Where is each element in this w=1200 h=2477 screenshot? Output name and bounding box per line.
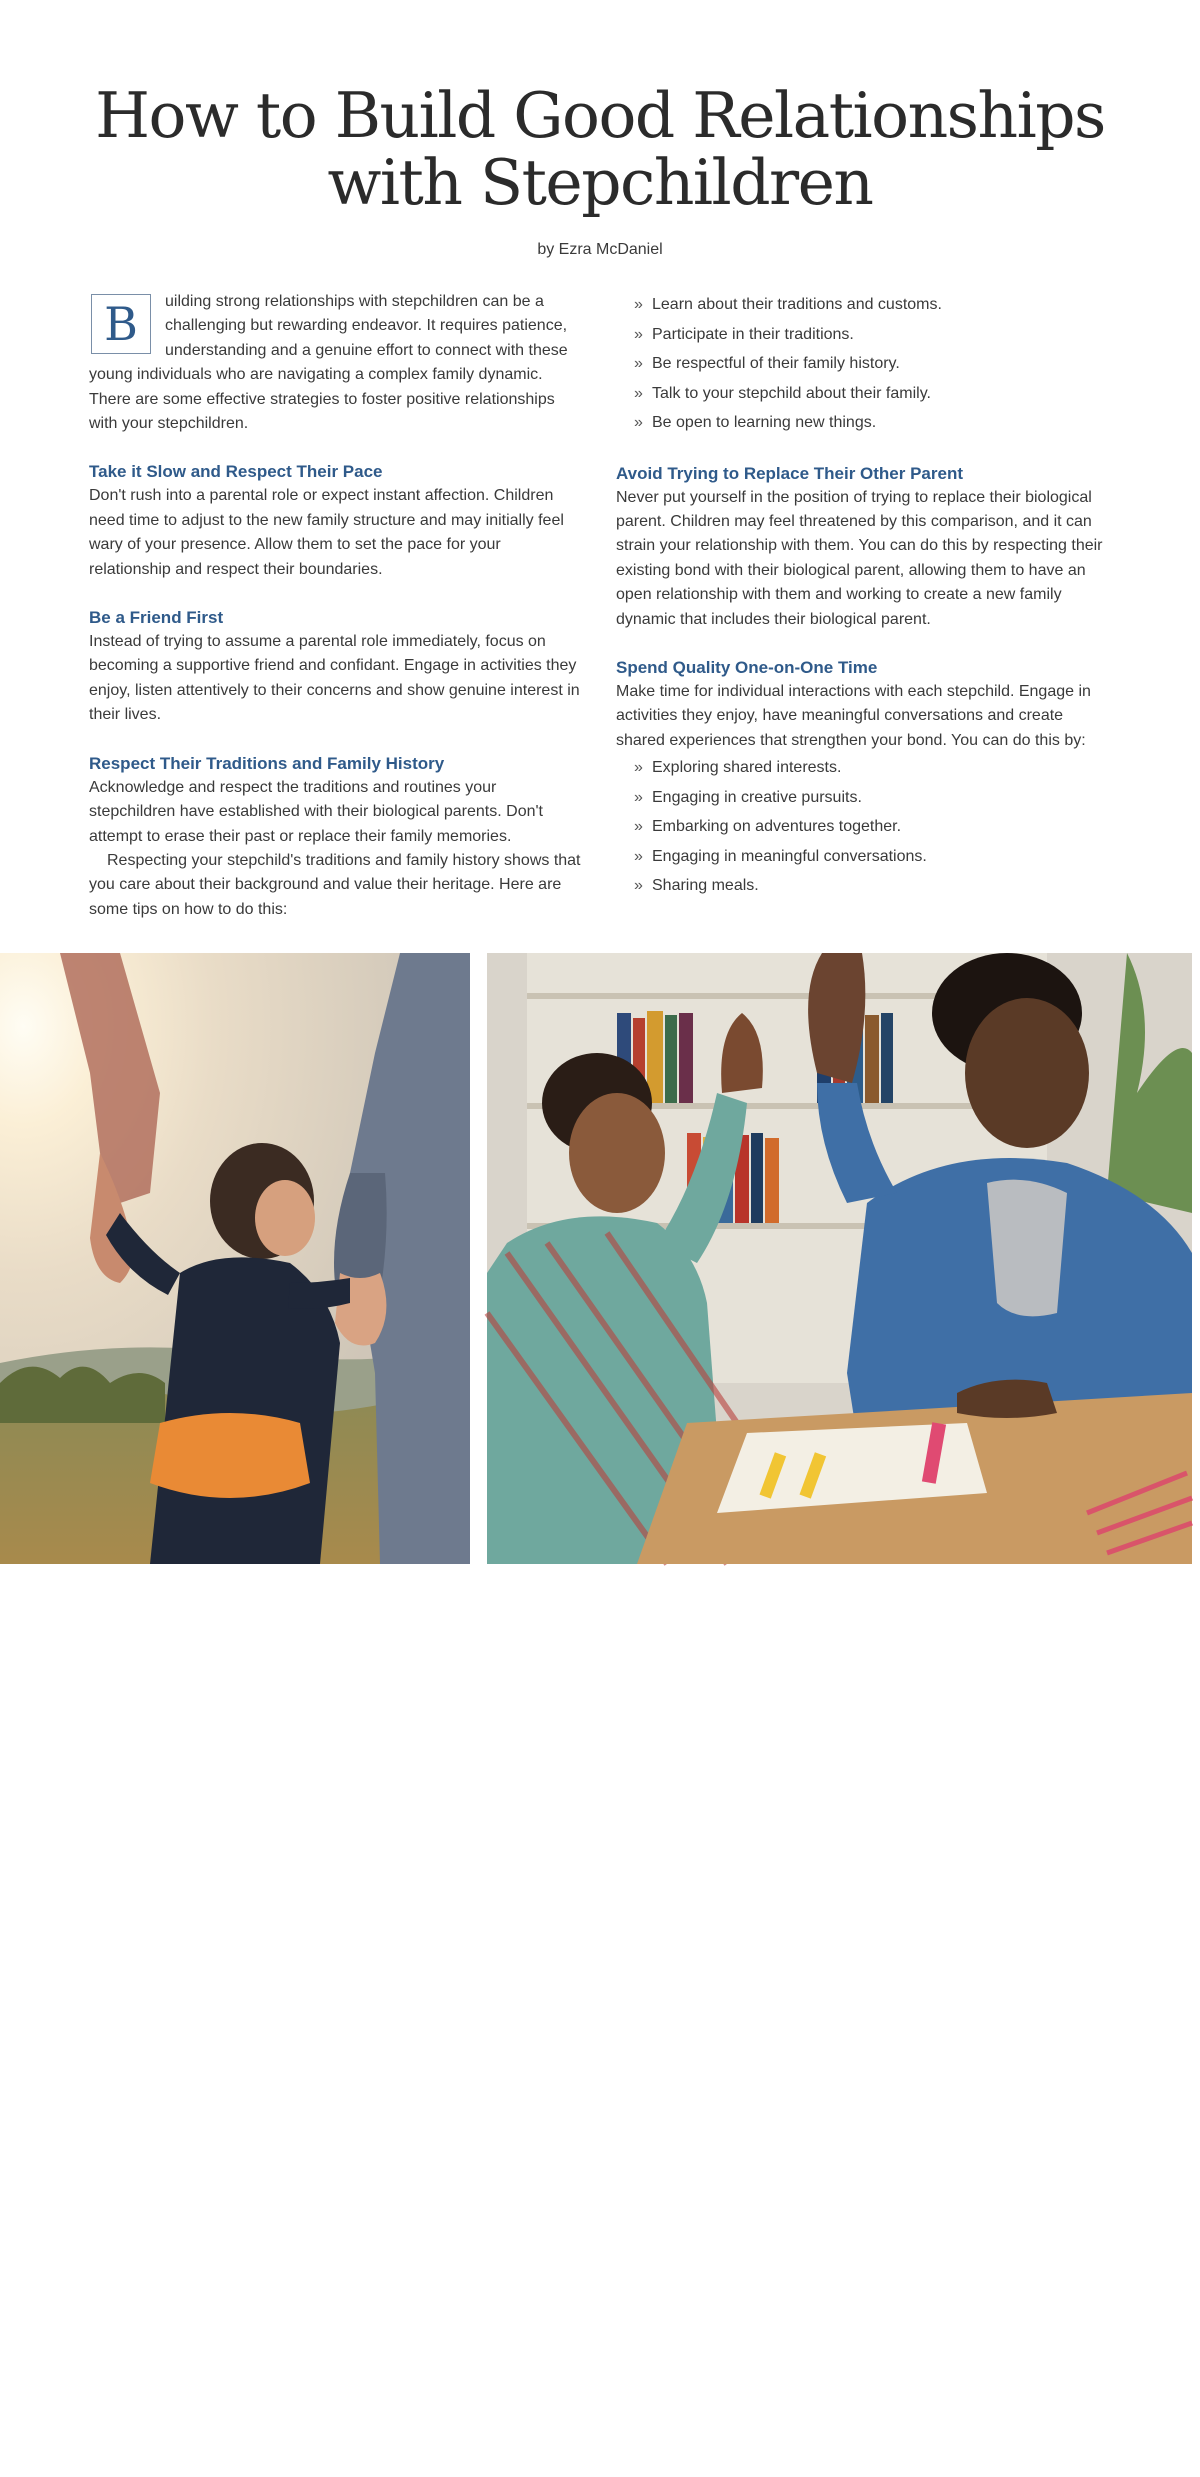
section-heading-slow: Take it Slow and Respect Their Pace	[89, 462, 383, 482]
bullet-chevron-icon: »	[634, 325, 643, 343]
list-item: » Embarking on adventures together.	[634, 812, 1112, 842]
bullet-chevron-icon: »	[634, 818, 643, 836]
bullet-chevron-icon: »	[634, 355, 643, 372]
bullet-chevron-icon: »	[634, 384, 643, 402]
article-title	[0, 79, 1200, 219]
intro-text: uilding strong relationships with stepchildren can be a challenging but rewarding endeavor. It requires patience, understanding and a genuine effort to connect with these young individuals who are navigating a complex family dynamic. There are some effective strategies to foster positive relationships with your stepchildren.	[89, 293, 568, 433]
list-item: » Learn about their traditions and customs.	[634, 290, 1112, 320]
bullet-chevron-icon: »	[634, 788, 643, 806]
bullet-chevron-icon: »	[634, 414, 643, 431]
quality-tips-list	[616, 753, 1112, 901]
list-item: » Engaging in meaningful conversations.	[634, 842, 1112, 872]
bullet-chevron-icon: »	[634, 877, 643, 895]
right-column	[616, 290, 1112, 901]
section-body-slow: Don't rush into a parental role or expect instant affection. Children need time to adjust to the new family structure and may initially feel wary of your presence. Allow them to set the pace for your relationship and respect their boundaries.	[89, 487, 564, 578]
section-body-friend: Instead of trying to assume a parental role immediately, focus on becoming a supportive friend and confidant. Engage in activities they enjoy, listen attentively to their concerns and show genuine interest in their lives.	[89, 633, 580, 724]
photo-high-five	[487, 953, 1192, 1564]
article-title-line1: How to Build Good Relationships	[95, 79, 1105, 152]
bullet-chevron-icon: »	[634, 296, 643, 313]
list-item: » Engaging in creative pursuits.	[634, 783, 1112, 813]
article-title-line2: with Stepchildren	[327, 146, 873, 219]
section-heading-traditions: Respect Their Traditions and Family History	[89, 753, 445, 773]
traditions-tips-list	[616, 290, 1112, 438]
drop-cap: B	[91, 294, 151, 354]
page-folio: 40 / LIVING SAFER / VOL 16 ED 1	[90, 2463, 317, 2477]
bullet-chevron-icon: »	[634, 847, 643, 865]
section-body-quality: Make time for individual interactions with each stepchild. Engage in activities they enjoy, have meaningful conversations and create shared experiences that strengthen your bond. You can do this by:	[616, 682, 1091, 749]
list-item: » Exploring shared interests.	[634, 753, 1112, 783]
list-item: » Sharing meals.	[634, 871, 1112, 901]
section-heading-quality: Spend Quality One-on-One Time	[616, 657, 878, 677]
byline: by Ezra McDaniel	[537, 241, 663, 258]
list-item: » Be respectful of their family history.	[634, 349, 1112, 379]
list-item: » Participate in their traditions.	[634, 320, 1112, 350]
section-body-traditions-2: Respecting your stepchild's traditions and family history shows that you care about their background and value their heritage. Here are some tips on how to do this:	[89, 851, 581, 918]
section-body-traditions-1: Acknowledge and respect the traditions and routines your stepchildren have established with their biological parents. Don't attempt to erase their past or replace their family memories.	[89, 778, 543, 845]
left-column	[89, 290, 581, 922]
bullet-chevron-icon: »	[634, 759, 643, 777]
list-item: » Talk to your stepchild about their family.	[634, 379, 1112, 409]
section-body-replace: Never put yourself in the position of trying to replace their biological parent. Children may feel threatened by this comparison, and it can strain your relationship with them. You can do this by respecting their existing bond with their biological parent, allowing them to have an open relationship with them and working to create a new family dynamic that includes their biological parent.	[616, 488, 1103, 628]
intro-paragraph	[89, 290, 581, 436]
section-heading-friend: Be a Friend First	[89, 608, 224, 628]
photo-parent-child-walking	[0, 953, 470, 2477]
list-item: » Be open to learning new things.	[634, 408, 1112, 438]
section-heading-replace: Avoid Trying to Replace Their Other Parent	[616, 463, 963, 483]
